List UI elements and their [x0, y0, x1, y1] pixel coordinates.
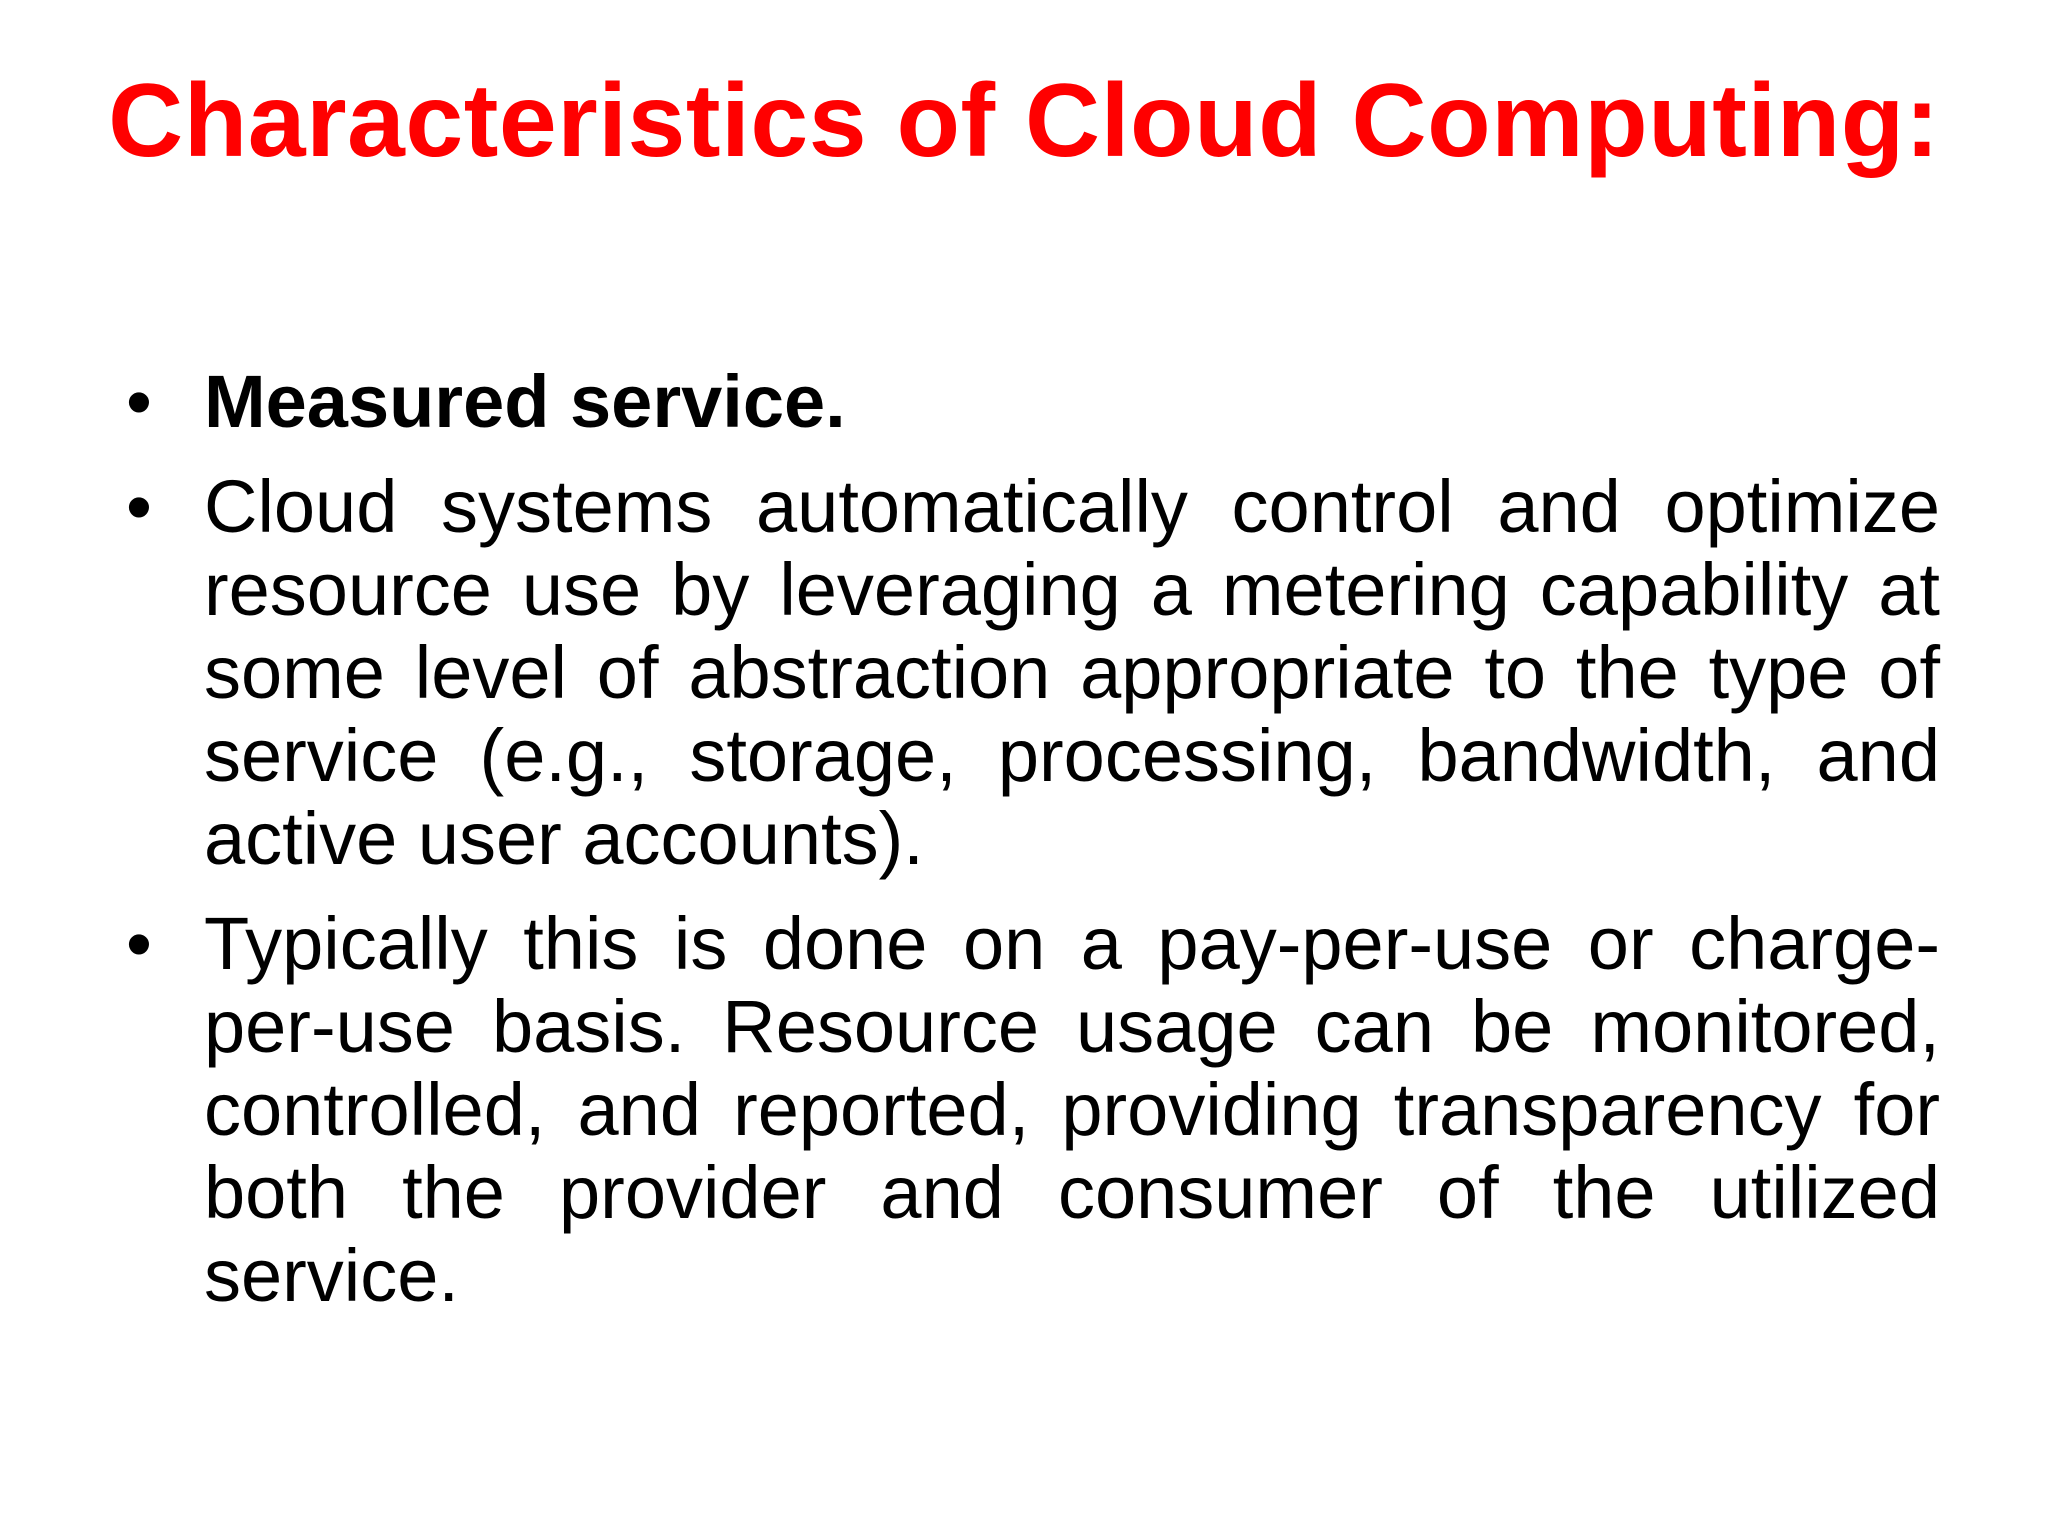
bullet-text: Measured service.	[204, 360, 846, 443]
bullet-icon: •	[126, 465, 152, 548]
slide-title: Characteristics of Cloud Computing:	[108, 63, 1940, 179]
bullet-item-measured-service	[120, 360, 1940, 443]
bullet-item-pay-per-use	[120, 902, 1940, 1317]
bullet-icon: •	[126, 902, 152, 985]
bullet-text: Cloud systems automatically control and optimize resource use by leveraging a metering capability at some level of abstraction appropriate to the type of service (e.g., storage, processing, bandwidth, and active user accounts).	[204, 465, 1940, 880]
bullet-list	[120, 360, 1940, 1339]
bullet-icon: •	[126, 360, 152, 443]
bullet-text: Typically this is done on a pay-per-use or charge-per-use basis. Resource usage can be monitored, controlled, and reported, providing transparency for both the provider and consumer of the utilized service.	[204, 902, 1940, 1317]
bullet-item-metering	[120, 465, 1940, 880]
